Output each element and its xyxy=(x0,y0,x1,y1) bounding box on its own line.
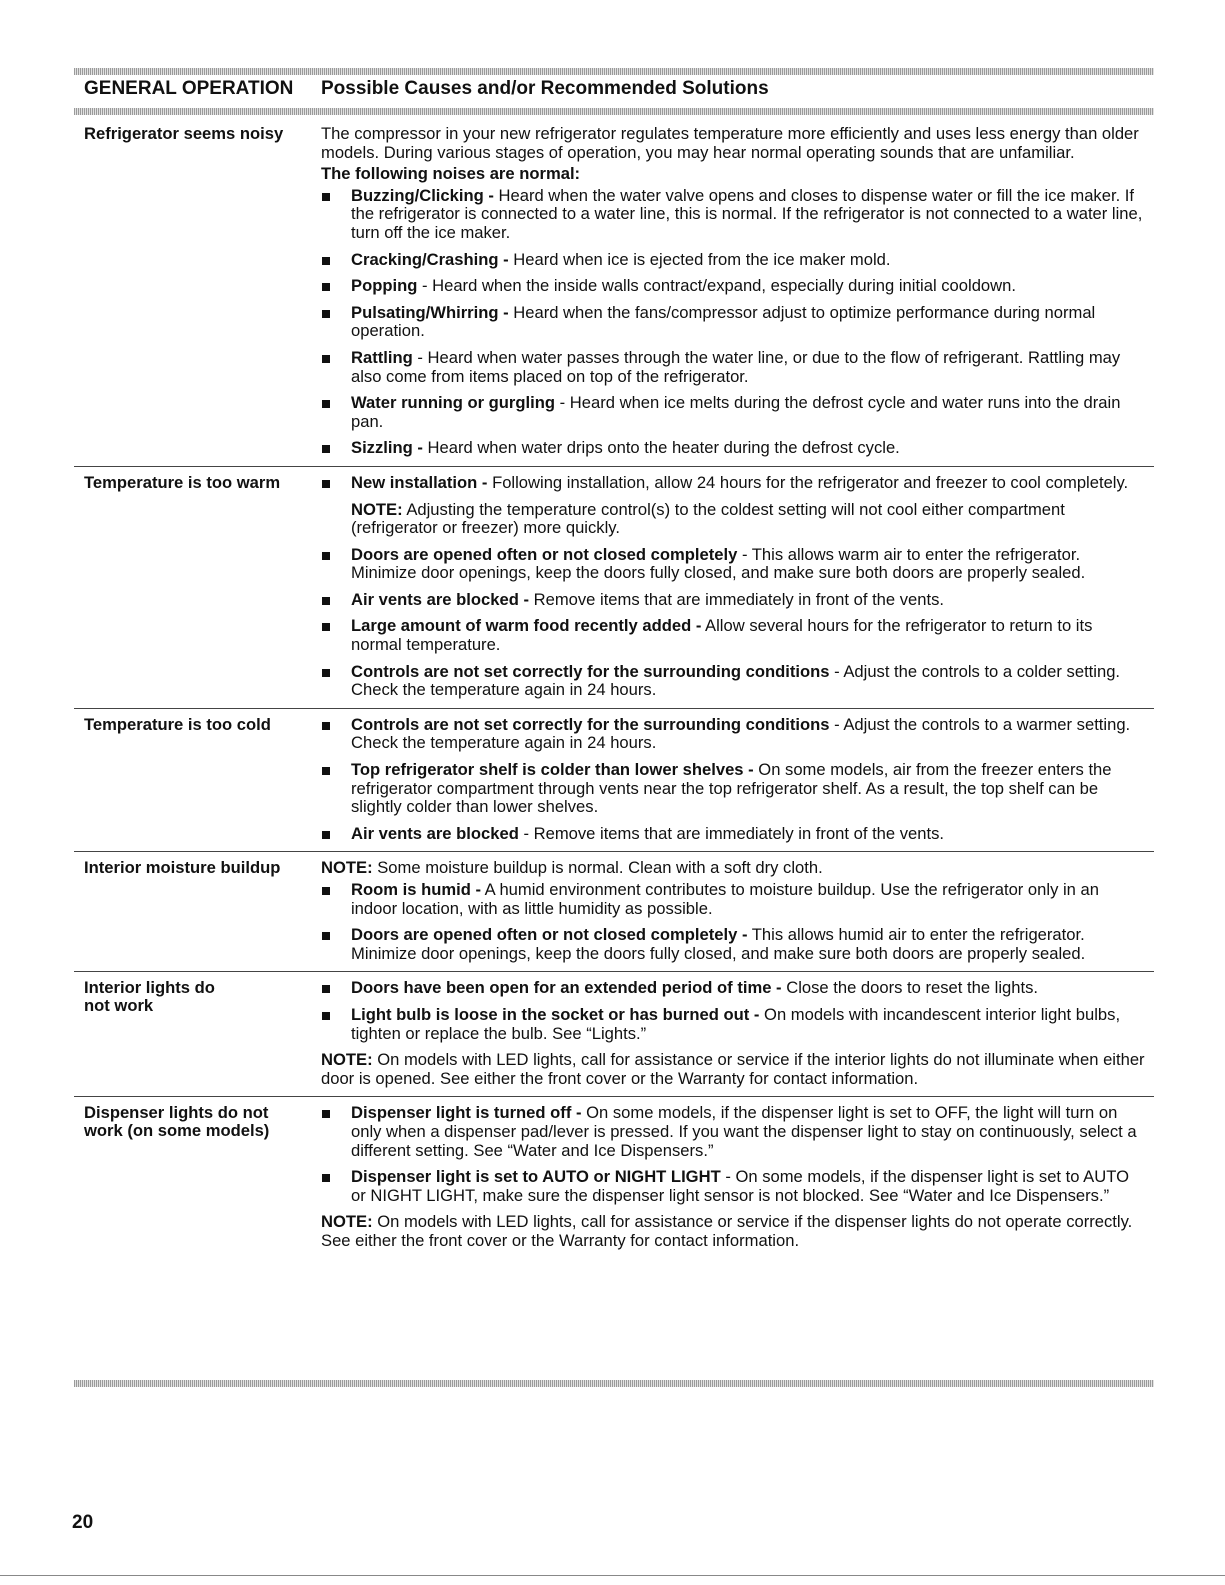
header-solutions: Possible Causes and/or Recommended Solutions xyxy=(321,78,769,99)
list-item: Doors are opened often or not closed completely - This allows warm air to enter the refrigerator. Minimize door openings, keep the doors fully closed, and make sure both doors are properly sealed. xyxy=(321,546,1146,583)
problem-line: not work xyxy=(84,996,154,1016)
list-item: Room is humid - A humid environment contributes to moisture buildup. Use the refrigerator only in an indoor location, with as little humidity as possible. xyxy=(321,881,1146,918)
subheading: The following noises are normal: xyxy=(321,164,581,184)
solution-cell xyxy=(321,716,1154,844)
list-item: Sizzling - Heard when water drips onto the heater during the defrost cycle. xyxy=(321,439,1146,458)
list-item: Controls are not set correctly for the surrounding conditions - Adjust the controls to a colder setting. Check the temperature again in 24 hours. xyxy=(321,663,1146,700)
list-item: Dispenser light is turned off - On some models, if the dispenser light is set to OFF, the light will turn on only when a dispenser pad/lever is pressed. If you want the dispenser light to stay on continuously, select a different setting. See “Water and Ice Dispensers.” xyxy=(321,1104,1146,1160)
list-item: Large amount of warm food recently added - Allow several hours for the refrigerator to return to its normal temperature. xyxy=(321,617,1146,654)
table-row xyxy=(74,852,1154,972)
bullet-list xyxy=(321,187,1146,458)
list-item: Light bulb is loose in the socket or has burned out - On models with incandescent interior light bulbs, tighten or replace the bulb. See “Lights.” xyxy=(321,1006,1146,1043)
intro-text: The compressor in your new refrigerator regulates temperature more efficiently and uses less energy than older models. During various stages of operation, you may hear normal operating sounds that are unfamiliar. xyxy=(321,124,1139,162)
list-item: Air vents are blocked - Remove items that are immediately in front of the vents. xyxy=(321,825,1146,844)
bullet-list xyxy=(321,474,1146,700)
bullet-list xyxy=(321,1104,1146,1205)
table-row xyxy=(74,972,1154,1097)
page-number: 20 xyxy=(72,1512,94,1533)
solution-cell xyxy=(321,474,1154,700)
problem-label: Temperature is too warm xyxy=(84,472,281,492)
bullet-list xyxy=(321,716,1146,844)
problem-label: Temperature is too cold xyxy=(84,714,271,734)
bullet-list xyxy=(321,881,1146,963)
problem-label: Refrigerator seems noisy xyxy=(84,124,284,143)
list-item: Top refrigerator shelf is colder than lower shelves - On some models, air from the freezer enters the refrigerator compartment through vents near the top refrigerator shelf. As a result, the top shelf can be slightly colder than lower shelves. xyxy=(321,761,1146,817)
header-bottom-band xyxy=(74,108,1154,115)
note: NOTE: Adjusting the temperature control(s) to the coldest setting will not cool either compartment (refrigerator or freezer) more quickly. xyxy=(351,499,1065,538)
problem-line: Dispenser lights do not xyxy=(84,1103,269,1123)
table-header xyxy=(84,78,1154,104)
table-row xyxy=(74,1097,1154,1258)
list-item: Popping - Heard when the inside walls contract/expand, especially during initial cooldown. xyxy=(321,277,1146,296)
table-row xyxy=(74,467,1154,709)
problem-line: work (on some models) xyxy=(84,1121,270,1141)
page-bottom-rule xyxy=(0,1575,1225,1576)
solution-cell xyxy=(321,979,1154,1088)
top-header-band xyxy=(74,68,1154,75)
note: NOTE: Some moisture buildup is normal. Clean with a soft dry cloth. xyxy=(321,858,823,878)
solution-cell xyxy=(321,1104,1154,1250)
list-item: Controls are not set correctly for the surrounding conditions - Adjust the controls to a warmer setting. Check the temperature again in 24 hours. xyxy=(321,716,1146,753)
note: NOTE: On models with LED lights, call for assistance or service if the interior lights do not illuminate when either door is opened. See either the front cover or the Warranty for contact information. xyxy=(321,1050,1145,1088)
list-item: New installation - Following installation, allow 24 hours for the refrigerator and freezer to cool completely. NOTE: Adjusting the temperature control(s) to the coldest setting will not cool either compartment (refrigerator or freezer) more quickly. xyxy=(321,474,1146,538)
list-item: Air vents are blocked - Remove items that are immediately in front of the vents. xyxy=(321,591,1146,610)
bullet-list xyxy=(321,979,1146,1043)
list-item: Doors have been open for an extended period of time - Close the doors to reset the lights. xyxy=(321,979,1146,998)
solution-cell xyxy=(321,859,1154,963)
list-item: Rattling - Heard when water passes through the water line, or due to the flow of refrigerant. Rattling may also come from items placed on top of the refrigerator. xyxy=(321,349,1146,386)
problem-line: Interior lights do xyxy=(84,978,215,998)
problem-label xyxy=(74,979,321,1088)
solution-cell xyxy=(321,125,1154,458)
list-item: Pulsating/Whirring - Heard when the fans/compressor adjust to optimize performance during normal operation. xyxy=(321,304,1146,341)
list-item: Cracking/Crashing - Heard when ice is ejected from the ice maker mold. xyxy=(321,251,1146,270)
list-item: Water running or gurgling - Heard when ice melts during the defrost cycle and water runs into the drain pan. xyxy=(321,394,1146,431)
table-bottom-band xyxy=(74,1380,1154,1387)
list-item: Buzzing/Clicking - Heard when the water valve opens and closes to dispense water or fill the ice maker. If the refrigerator is connected to a water line, this is normal. If the refrigerator is not connected to a water line, turn off the ice maker. xyxy=(321,187,1146,243)
header-general-operation: GENERAL OPERATION xyxy=(84,78,294,99)
troubleshooting-table xyxy=(74,122,1154,1259)
list-item: Dispenser light is set to AUTO or NIGHT LIGHT - On some models, if the dispenser light is set to AUTO or NIGHT LIGHT, make sure the dispenser light sensor is not blocked. See “Water and Ice Dispensers.” xyxy=(321,1168,1146,1205)
problem-label xyxy=(74,1104,321,1250)
table-row xyxy=(74,122,1154,467)
list-item: Doors are opened often or not closed completely - This allows humid air to enter the refrigerator. Minimize door openings, keep the doors fully closed, and make sure both doors are properly sealed. xyxy=(321,926,1146,963)
note: NOTE: On models with LED lights, call for assistance or service if the dispenser lights do not operate correctly. See either the front cover or the Warranty for contact information. xyxy=(321,1212,1133,1250)
problem-label: Interior moisture buildup xyxy=(84,858,281,878)
table-row xyxy=(74,709,1154,853)
